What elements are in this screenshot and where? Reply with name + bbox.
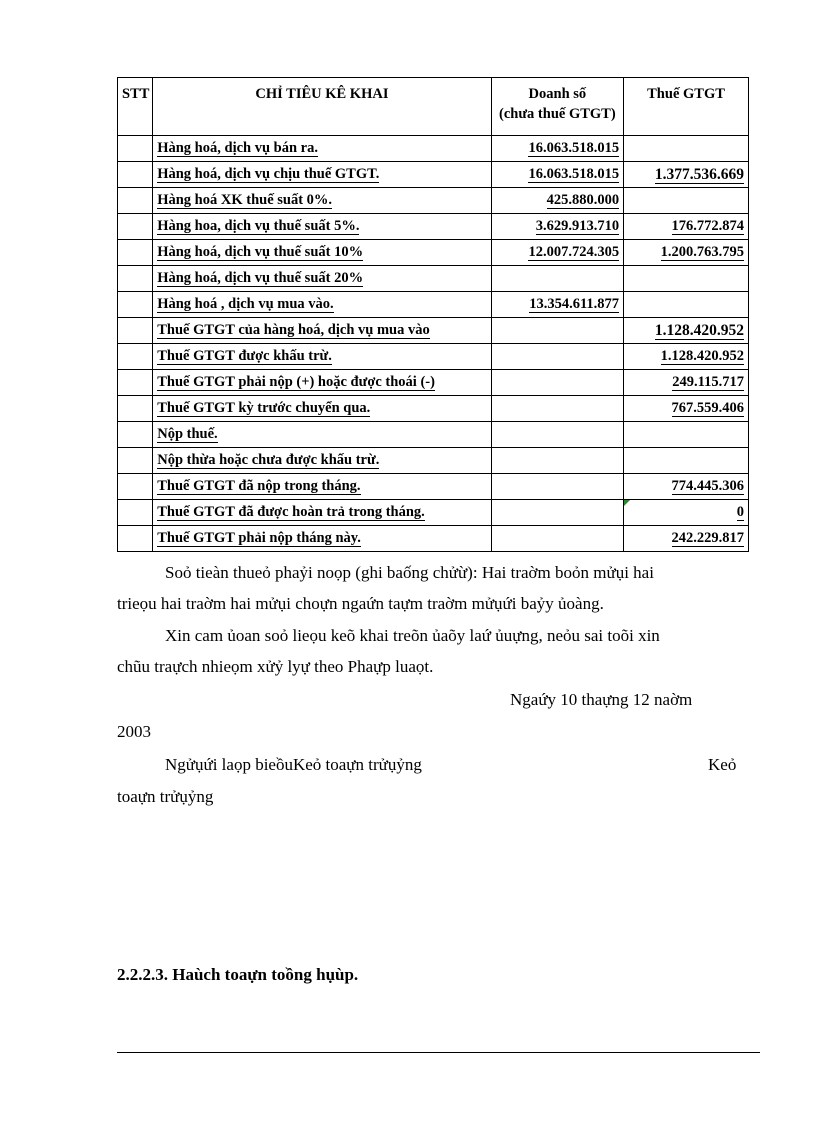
- item-label: Nộp thừa hoặc chưa được khấu trừ.: [157, 452, 380, 468]
- item-cell: [153, 136, 491, 162]
- revenue-cell: [491, 448, 623, 474]
- item-cell: [153, 214, 491, 240]
- item-cell: [153, 318, 491, 344]
- vat-value: 1.200.763.795: [660, 244, 744, 260]
- item-cell: [153, 526, 491, 552]
- signature-left: Ngửụứi laọp bieồuKeỏ toaựn trửụỷng: [165, 755, 422, 774]
- revenue-cell: [491, 526, 623, 552]
- revenue-value: 16.063.518.015: [528, 166, 620, 182]
- revenue-value: 13.354.611.877: [529, 296, 620, 312]
- table-row: [118, 214, 749, 240]
- vat-cell: [624, 474, 749, 500]
- footer-rule: [117, 1052, 760, 1053]
- table-row: [118, 188, 749, 214]
- item-label: Thuế GTGT phải nộp (+) hoặc được thoái (-): [157, 374, 435, 390]
- vat-value: 1.377.536.669: [654, 166, 744, 183]
- item-label: Thuế GTGT được khấu trừ.: [157, 348, 332, 364]
- vat-value: 1.128.420.952: [660, 348, 744, 364]
- item-label: Thuế GTGT đã nộp trong tháng.: [157, 478, 361, 494]
- revenue-cell: [491, 240, 623, 266]
- vat-cell: [624, 526, 749, 552]
- vat-value: 1.128.420.952: [654, 322, 744, 339]
- vat-cell: [624, 448, 749, 474]
- revenue-cell: [491, 500, 623, 526]
- vat-cell: [624, 344, 749, 370]
- vat-cell: [624, 422, 749, 448]
- stt-cell: [118, 370, 153, 396]
- vat-value: 767.559.406: [671, 400, 744, 416]
- vat-cell: [624, 370, 749, 396]
- revenue-cell: [491, 266, 623, 292]
- signature-line2: toaựn trửụỷng: [117, 787, 214, 806]
- table-row: [118, 240, 749, 266]
- item-cell: [153, 240, 491, 266]
- table-row: [118, 292, 749, 318]
- vat-cell: [624, 396, 749, 422]
- commitment-line2: chũu traựch nhieọm xửỷ lyự theo Phaựp luaọt.: [117, 657, 434, 676]
- vat-cell: [624, 136, 749, 162]
- item-cell: [153, 266, 491, 292]
- revenue-value: 425.880.000: [546, 192, 620, 208]
- revenue-cell: [491, 292, 623, 318]
- vat-cell: [624, 318, 749, 344]
- vat-value: 176.772.874: [671, 218, 744, 234]
- vat-cell: [624, 500, 749, 526]
- item-cell: [153, 292, 491, 318]
- revenue-cell: [491, 422, 623, 448]
- stt-cell: [118, 344, 153, 370]
- item-cell: [153, 188, 491, 214]
- table-row: [118, 526, 749, 552]
- item-label: Thuế GTGT phải nộp tháng này.: [157, 530, 361, 546]
- item-cell: [153, 162, 491, 188]
- table-row: [118, 344, 749, 370]
- stt-cell: [118, 188, 153, 214]
- header-revenue: [491, 78, 623, 136]
- vat-cell: [624, 292, 749, 318]
- table-row: [118, 162, 749, 188]
- commitment-line1: Xin cam ủoan soỏ lieọu keõ khai treõn ủaõy laứ ủuựng, neỏu sai toõi xin: [165, 626, 660, 645]
- date-line1: Ngaứy 10 thaựng 12 naờm: [510, 690, 693, 709]
- revenue-cell: [491, 214, 623, 240]
- vat-value: 242.229.817: [671, 530, 744, 546]
- table-row: [118, 396, 749, 422]
- revenue-cell: [491, 136, 623, 162]
- table-row: [118, 500, 749, 526]
- revenue-cell: [491, 318, 623, 344]
- revenue-cell: [491, 396, 623, 422]
- item-label: Thuế GTGT của hàng hoá, dịch vụ mua vào: [157, 322, 430, 338]
- item-cell: [153, 344, 491, 370]
- item-label: Hàng hoá , dịch vụ mua vào.: [157, 296, 334, 312]
- vat-value: 0: [736, 504, 744, 520]
- section-heading: 2.2.2.3. Haùch toaựn toồng hụùp.: [117, 965, 359, 984]
- revenue-value: 12.007.724.305: [528, 244, 620, 260]
- revenue-cell: [491, 370, 623, 396]
- vat-cell: [624, 162, 749, 188]
- stt-cell: [118, 292, 153, 318]
- header-vat: Thuế GTGT: [624, 78, 749, 136]
- table-row: [118, 448, 749, 474]
- item-label: Thuế GTGT kỳ trước chuyển qua.: [157, 400, 371, 416]
- table-row: [118, 136, 749, 162]
- revenue-value: 16.063.518.015: [528, 140, 620, 156]
- revenue-value: 3.629.913.710: [535, 218, 620, 234]
- item-label: Hàng hoá, dịch vụ thuế suất 20%: [157, 270, 364, 286]
- item-cell: [153, 474, 491, 500]
- stt-cell: [118, 240, 153, 266]
- stt-cell: [118, 214, 153, 240]
- item-label: Hàng hoa, dịch vụ thuế suất 5%.: [157, 218, 360, 234]
- stt-cell: [118, 318, 153, 344]
- revenue-cell: [491, 474, 623, 500]
- header-revenue-line2: (chưa thuế GTGT): [499, 106, 616, 122]
- stt-cell: [118, 422, 153, 448]
- table-row: [118, 422, 749, 448]
- vat-cell: [624, 240, 749, 266]
- stt-cell: [118, 500, 153, 526]
- signature-right: Keỏ: [708, 755, 737, 774]
- date-line2: 2003: [117, 722, 151, 741]
- item-cell: [153, 422, 491, 448]
- stt-cell: [118, 448, 153, 474]
- vat-value: 249.115.717: [672, 374, 744, 390]
- stt-cell: [118, 162, 153, 188]
- vat-cell: [624, 266, 749, 292]
- vat-value: 774.445.306: [671, 478, 744, 494]
- amount-in-words-line1: Soỏ tieàn thueỏ phaỷi noọp (ghi baống chửừ): Hai traờm boỏn mửụi hai: [165, 563, 654, 582]
- item-cell: [153, 448, 491, 474]
- item-label: Hàng hoá XK thuế suất 0%.: [157, 192, 333, 208]
- vat-cell: [624, 214, 749, 240]
- item-cell: [153, 370, 491, 396]
- table-row: [118, 318, 749, 344]
- revenue-cell: [491, 344, 623, 370]
- item-label: Hàng hoá, dịch vụ chịu thuế GTGT.: [157, 166, 380, 182]
- item-cell: [153, 396, 491, 422]
- revenue-cell: [491, 188, 623, 214]
- stt-cell: [118, 396, 153, 422]
- amount-in-words-line2: trieọu hai traờm hai mửụi choựn ngaứn taựm traờm mửụứi baỷy ủoàng.: [117, 594, 604, 613]
- stt-cell: [118, 136, 153, 162]
- table-row: [118, 370, 749, 396]
- vat-cell: [624, 188, 749, 214]
- header-item: CHỈ TIÊU KÊ KHAI: [153, 78, 491, 136]
- stt-cell: [118, 526, 153, 552]
- vat-declaration-table: [117, 77, 749, 552]
- item-label: Thuế GTGT đã được hoàn trả trong tháng.: [157, 504, 425, 520]
- item-label: Hàng hoá, dịch vụ bán ra.: [157, 140, 318, 156]
- header-stt: STT: [118, 78, 153, 136]
- table-row: [118, 266, 749, 292]
- table-header-row: [118, 78, 749, 136]
- header-revenue-line1: Doanh số: [528, 86, 587, 102]
- revenue-cell: [491, 162, 623, 188]
- table-row: [118, 474, 749, 500]
- item-cell: [153, 500, 491, 526]
- stt-cell: [118, 266, 153, 292]
- item-label: Hàng hoá, dịch vụ thuế suất 10%: [157, 244, 364, 260]
- item-label: Nộp thuế.: [157, 426, 218, 442]
- stt-cell: [118, 474, 153, 500]
